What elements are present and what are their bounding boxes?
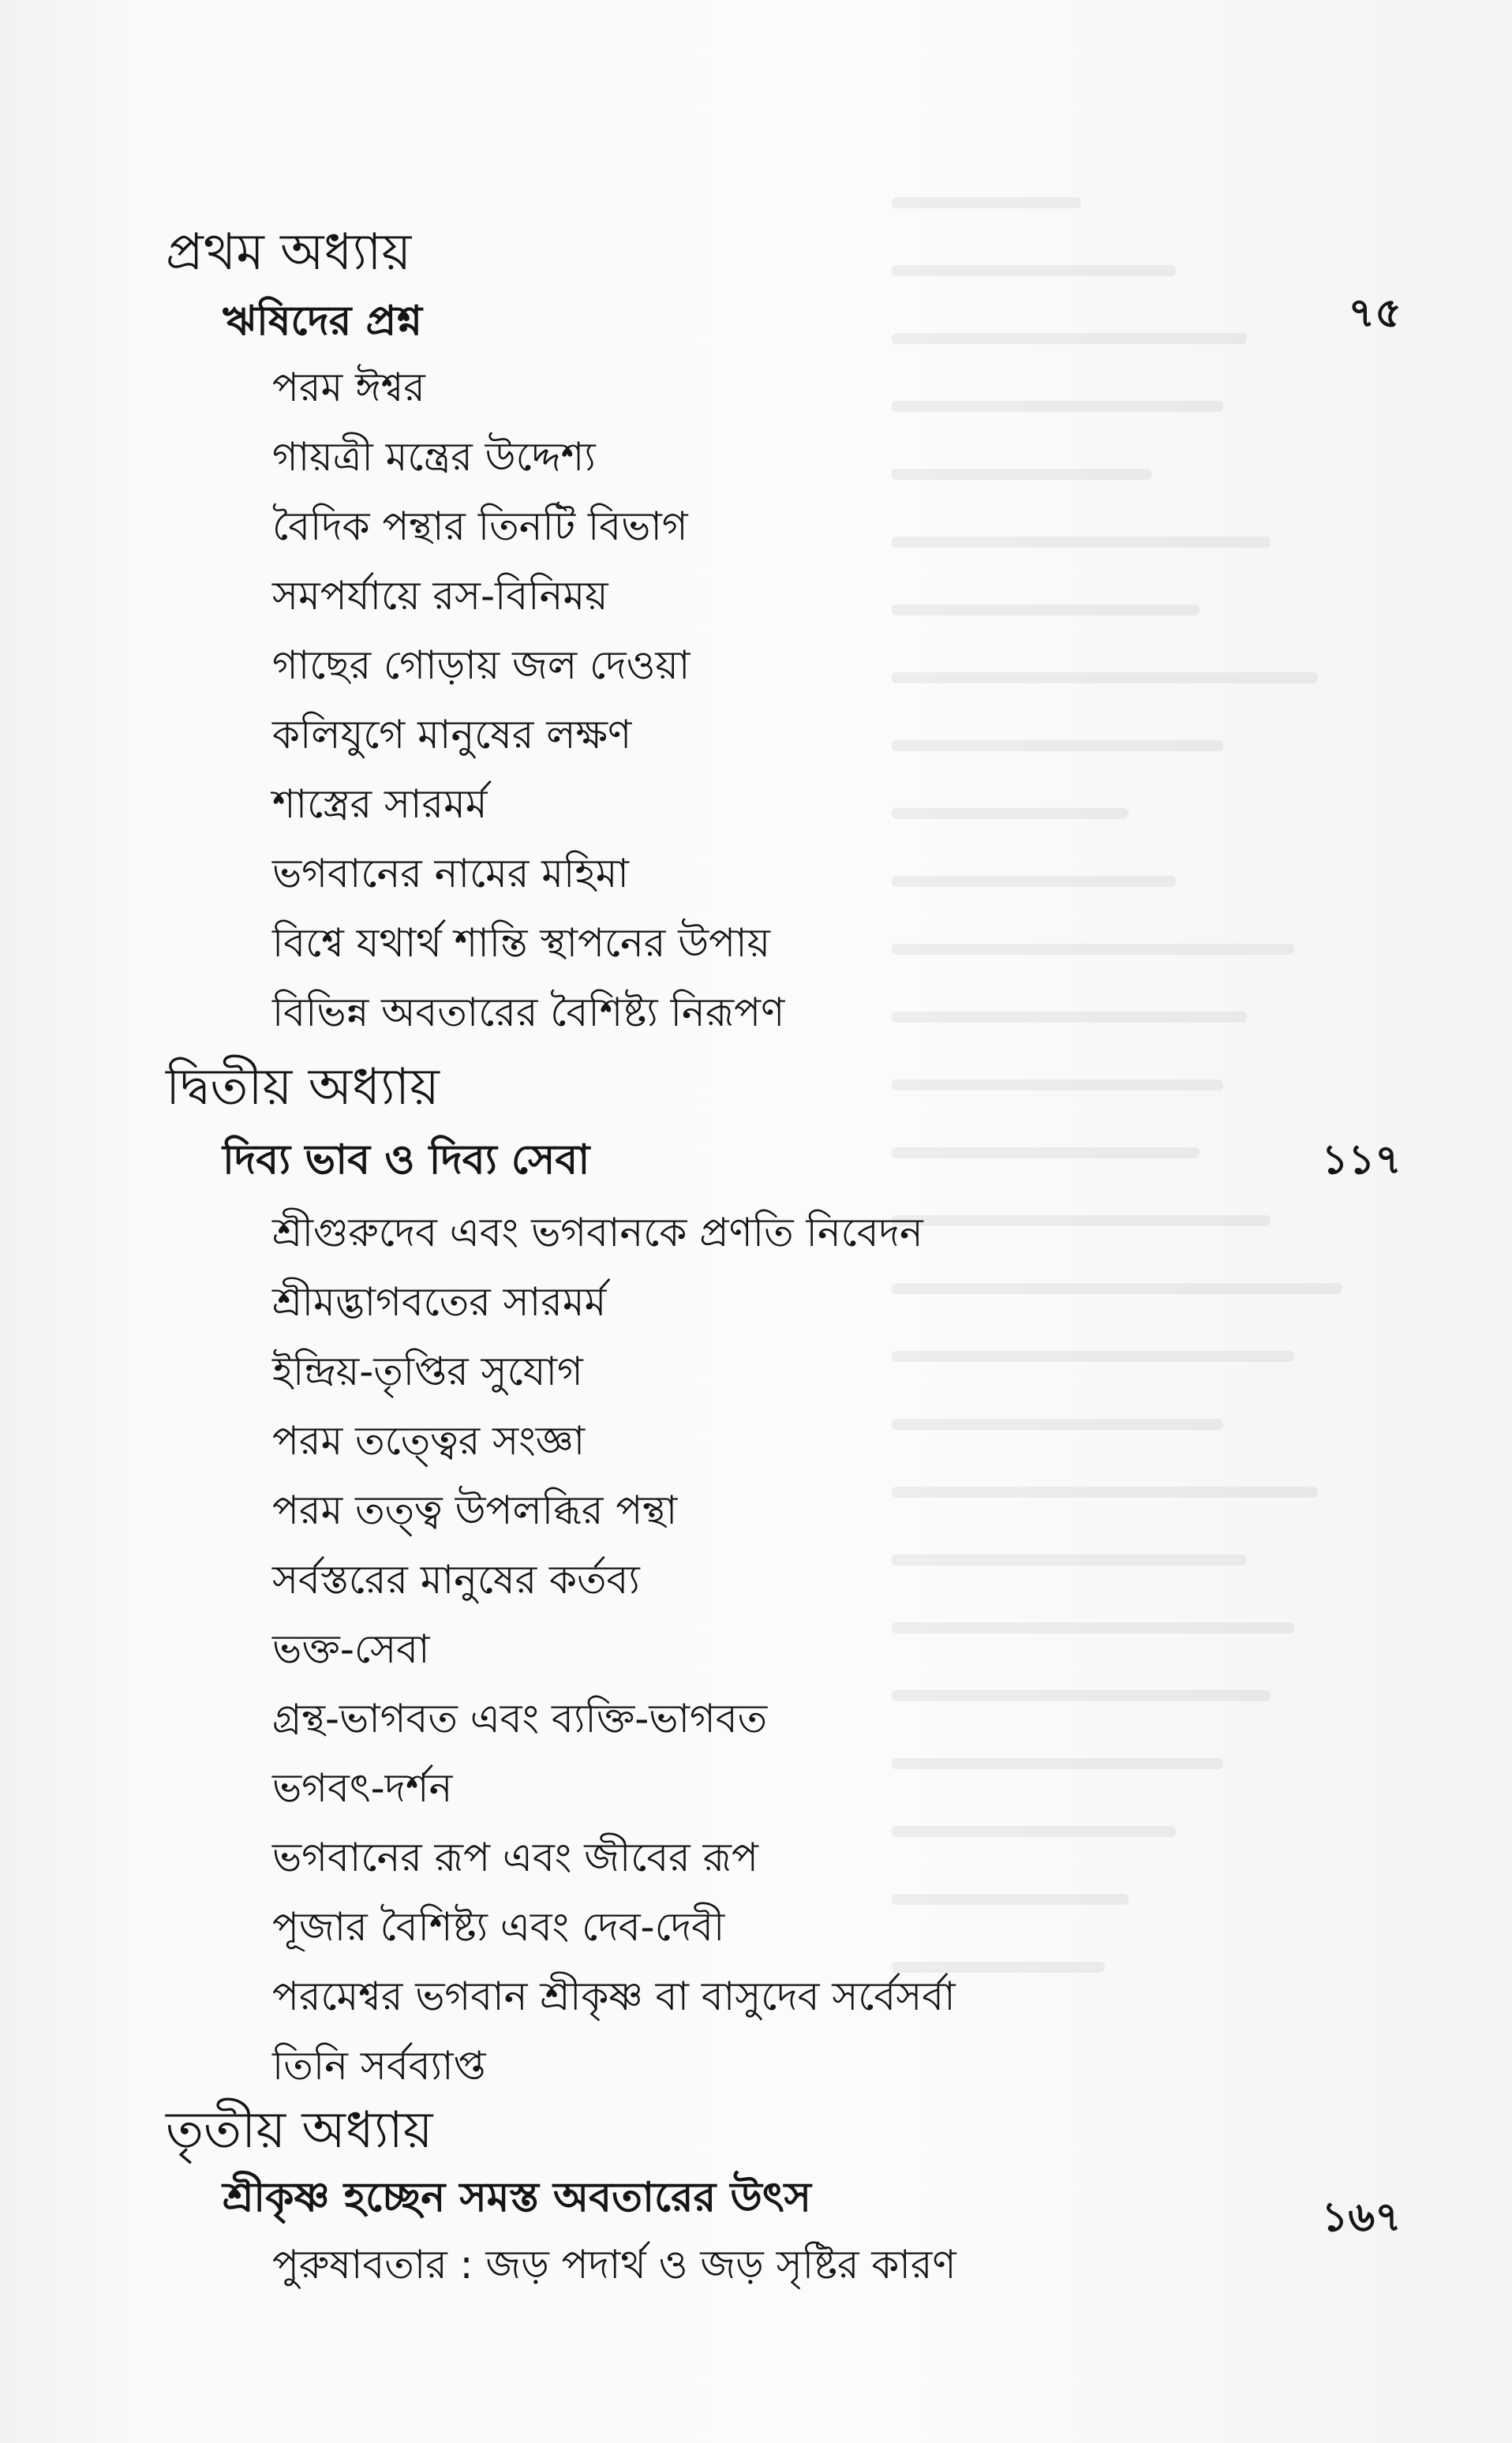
chapter-3-page-number: ১৬৭ — [1321, 2194, 1402, 2241]
list-item: শ্রীগুরুদেব এবং ভগবানকে প্রণতি নিবেদন — [272, 1210, 923, 1255]
list-item: সর্বস্তরের মানুষের কর্তব্য — [272, 1557, 640, 1603]
list-item: পরম ঈশ্বর — [272, 365, 425, 410]
list-item: গ্রন্থ-ভাগবত এবং ব্যক্তি-ভাগবত — [272, 1696, 768, 1742]
list-item: পরম তত্ত্ব উপলব্ধির পন্থা — [272, 1487, 678, 1533]
chapter-1-page-number: ৭৫ — [1348, 290, 1402, 337]
chapter-2-topic-list — [272, 1198, 956, 2101]
chapter-1-title: প্রথম অধ্যায় — [166, 223, 412, 282]
list-item: ইন্দ্রিয়-তৃপ্তির সুযোগ — [272, 1349, 583, 1394]
show-through-text — [892, 197, 1365, 2131]
list-item: ভগবানের রূপ এবং জীবের রূপ — [272, 1835, 758, 1880]
list-item: ভক্ত-সেবা — [272, 1626, 430, 1672]
list-item: পুরুষাবতার : জড় পদার্থ ও জড় সৃষ্টির কারণ — [272, 2242, 956, 2288]
list-item: গায়ত্রী মন্ত্রের উদ্দেশ্য — [272, 434, 596, 480]
list-item: পরমেশ্বর ভগবান শ্রীকৃষ্ণ বা বাসুদেব সর্বেসর্বা — [272, 1973, 956, 2019]
list-item: সমপর্যায়ে রস-বিনিময় — [272, 573, 608, 619]
list-item: ভগবানের নামের মহিমা — [272, 851, 629, 896]
list-item: কলিযুগে মানুষের লক্ষণ — [272, 712, 632, 758]
list-item: শ্রীমদ্ভাগবতের সারমর্ম — [272, 1279, 607, 1325]
list-item: বিভিন্ন অবতারের বৈশিষ্ট্য নিরূপণ — [272, 990, 785, 1035]
chapter-2-page-number: ১১৭ — [1321, 1136, 1402, 1184]
list-item: ভগবৎ-দর্শন — [272, 1765, 453, 1811]
list-item: শাস্ত্রের সারমর্ম — [272, 781, 488, 827]
chapter-1-topic-list — [272, 353, 784, 1047]
chapter-1-section-title: ঋষিদের প্রশ্ন — [223, 297, 423, 345]
chapter-2-section-title: দিব্য ভাব ও দিব্য সেবা — [223, 1136, 590, 1184]
list-item: গাছের গোড়ায় জল দেওয়া — [272, 642, 691, 688]
list-item: পূজার বৈশিষ্ট্য এবং দেব-দেবী — [272, 1904, 725, 1950]
list-item: পরম তত্ত্বের সংজ্ঞা — [272, 1418, 586, 1464]
chapter-2-title: দ্বিতীয় অধ্যায় — [166, 1058, 440, 1117]
chapter-3-title: তৃতীয় অধ্যায় — [166, 2101, 433, 2160]
list-item: তিনি সর্বব্যাপ্ত — [272, 2043, 486, 2089]
chapter-3-topic-list — [272, 2230, 956, 2299]
chapter-3-section-title: শ্রীকৃষ্ণ হচ্ছেন সমস্ত অবতারের উৎস — [223, 2174, 811, 2221]
list-item: বিশ্বে যথার্থ শান্তি স্থাপনের উপায় — [272, 920, 771, 966]
list-item: বৈদিক পন্থার তিনটি বিভাগ — [272, 503, 688, 549]
